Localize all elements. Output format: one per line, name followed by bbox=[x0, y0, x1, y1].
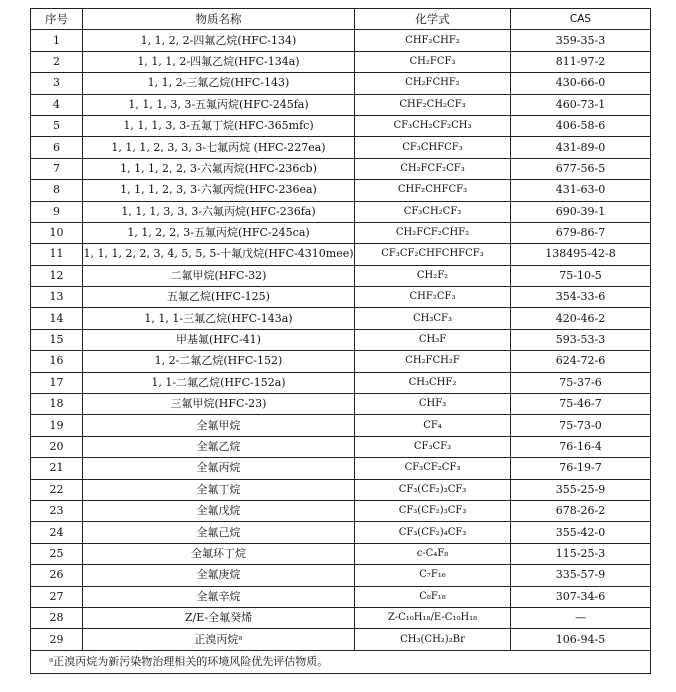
header-name: 物质名称 bbox=[83, 9, 355, 30]
cell-no: 21 bbox=[31, 458, 83, 479]
cell-name: 1, 1, 1, 2, 2, 3, 4, 5, 5, 5-十氟戊烷(HFC-4310mee) bbox=[83, 244, 355, 265]
cell-no: 4 bbox=[31, 94, 83, 115]
cell-no: 9 bbox=[31, 201, 83, 222]
cell-formula: CHF₂CH₂CF₃ bbox=[355, 94, 511, 115]
table-row bbox=[31, 372, 651, 393]
table-row bbox=[31, 329, 651, 350]
table-row bbox=[31, 543, 651, 564]
cell-formula: CF₄ bbox=[355, 415, 511, 436]
table-row bbox=[31, 51, 651, 72]
table-row bbox=[31, 522, 651, 543]
cell-cas: 75-73-0 bbox=[511, 415, 651, 436]
cell-cas: 335-57-9 bbox=[511, 565, 651, 586]
substance-table-container bbox=[30, 8, 650, 674]
cell-formula: CH₂FCF₃ bbox=[355, 51, 511, 72]
cell-cas: 359-35-3 bbox=[511, 30, 651, 51]
cell-name: 全氟丁烷 bbox=[83, 479, 355, 500]
cell-cas: 679-86-7 bbox=[511, 222, 651, 243]
cell-no: 28 bbox=[31, 607, 83, 628]
cell-name: 全氟己烷 bbox=[83, 522, 355, 543]
cell-cas: 75-37-6 bbox=[511, 372, 651, 393]
cell-cas: 354-33-6 bbox=[511, 287, 651, 308]
cell-name: 全氟庚烷 bbox=[83, 565, 355, 586]
cell-name: 1, 1, 1, 2, 2, 3-六氟丙烷(HFC-236cb) bbox=[83, 158, 355, 179]
cell-name: 1, 1, 1, 3, 3-五氟丙烷(HFC-245fa) bbox=[83, 94, 355, 115]
cell-cas: 811-97-2 bbox=[511, 51, 651, 72]
table-row bbox=[31, 94, 651, 115]
cell-name: 全氟戊烷 bbox=[83, 500, 355, 521]
cell-cas: 431-63-0 bbox=[511, 180, 651, 201]
cell-cas: 138495-42-8 bbox=[511, 244, 651, 265]
substance-table bbox=[30, 8, 651, 674]
cell-cas: 355-25-9 bbox=[511, 479, 651, 500]
table-row bbox=[31, 500, 651, 521]
cell-cas: 406-58-6 bbox=[511, 115, 651, 136]
cell-name: 正溴丙烷ᵃ bbox=[83, 629, 355, 650]
cell-name: 1, 1, 2, 2, 3-五氟丙烷(HFC-245ca) bbox=[83, 222, 355, 243]
table-row bbox=[31, 180, 651, 201]
cell-no: 8 bbox=[31, 180, 83, 201]
cell-formula: CHF₃ bbox=[355, 394, 511, 415]
cell-formula: CHF₂CF₃ bbox=[355, 287, 511, 308]
cell-no: 19 bbox=[31, 415, 83, 436]
cell-formula: CH₂FCH₂F bbox=[355, 351, 511, 372]
cell-name: 1, 1, 1, 3, 3-五氟丁烷(HFC-365mfc) bbox=[83, 115, 355, 136]
cell-name: 五氟乙烷(HFC-125) bbox=[83, 287, 355, 308]
cell-formula: C₈F₁₈ bbox=[355, 586, 511, 607]
cell-formula: CH₂FCF₂CF₃ bbox=[355, 158, 511, 179]
table-row bbox=[31, 607, 651, 628]
cell-name: 全氟辛烷 bbox=[83, 586, 355, 607]
cell-name: 1, 1, 1, 2, 3, 3-六氟丙烷(HFC-236ea) bbox=[83, 180, 355, 201]
cell-name: Z/E-全氟癸烯 bbox=[83, 607, 355, 628]
cell-cas: 115-25-3 bbox=[511, 543, 651, 564]
header-formula: 化学式 bbox=[355, 9, 511, 30]
cell-no: 1 bbox=[31, 30, 83, 51]
cell-no: 7 bbox=[31, 158, 83, 179]
table-row bbox=[31, 394, 651, 415]
cell-formula: c-C₄F₈ bbox=[355, 543, 511, 564]
cell-formula: CF₃CHFCF₃ bbox=[355, 137, 511, 158]
cell-name: 1, 1-二氟乙烷(HFC-152a) bbox=[83, 372, 355, 393]
table-row bbox=[31, 479, 651, 500]
table-header-row bbox=[31, 9, 651, 30]
cell-no: 16 bbox=[31, 351, 83, 372]
table-row bbox=[31, 30, 651, 51]
cell-formula: CH₂FCHF₂ bbox=[355, 73, 511, 94]
cell-formula: CH₃CHF₂ bbox=[355, 372, 511, 393]
cell-no: 14 bbox=[31, 308, 83, 329]
table-row bbox=[31, 158, 651, 179]
cell-formula: CH₃F bbox=[355, 329, 511, 350]
cell-no: 18 bbox=[31, 394, 83, 415]
cell-cas: 307-34-6 bbox=[511, 586, 651, 607]
cell-name: 1, 2-二氟乙烷(HFC-152) bbox=[83, 351, 355, 372]
cell-no: 29 bbox=[31, 629, 83, 650]
table-row bbox=[31, 222, 651, 243]
table-row bbox=[31, 308, 651, 329]
cell-no: 11 bbox=[31, 244, 83, 265]
cell-name: 1, 1, 1, 3, 3, 3-六氟丙烷(HFC-236fa) bbox=[83, 201, 355, 222]
cell-cas: 430-66-0 bbox=[511, 73, 651, 94]
cell-formula: CF₃CH₂CF₃ bbox=[355, 201, 511, 222]
cell-formula: CF₃(CF₂)₂CF₃ bbox=[355, 479, 511, 500]
cell-no: 5 bbox=[31, 115, 83, 136]
table-body bbox=[31, 30, 651, 650]
table-row bbox=[31, 586, 651, 607]
cell-cas: 677-56-5 bbox=[511, 158, 651, 179]
cell-cas: 420-46-2 bbox=[511, 308, 651, 329]
cell-cas: 106-94-5 bbox=[511, 629, 651, 650]
cell-name: 二氟甲烷(HFC-32) bbox=[83, 265, 355, 286]
cell-no: 27 bbox=[31, 586, 83, 607]
footnote: ᵃ正溴丙烷为新污染物治理相关的环境风险优先评估物质。 bbox=[31, 650, 651, 673]
cell-no: 3 bbox=[31, 73, 83, 94]
table-row bbox=[31, 201, 651, 222]
cell-name: 1, 1, 2, 2-四氟乙烷(HFC-134) bbox=[83, 30, 355, 51]
cell-cas: 75-46-7 bbox=[511, 394, 651, 415]
table-row bbox=[31, 287, 651, 308]
cell-name: 1, 1, 1, 2-四氟乙烷(HFC-134a) bbox=[83, 51, 355, 72]
cell-no: 25 bbox=[31, 543, 83, 564]
cell-formula: CF₃CF₂CF₃ bbox=[355, 458, 511, 479]
cell-no: 26 bbox=[31, 565, 83, 586]
cell-cas: 76-19-7 bbox=[511, 458, 651, 479]
cell-cas: 690-39-1 bbox=[511, 201, 651, 222]
table-row bbox=[31, 73, 651, 94]
footnote-row bbox=[31, 650, 651, 673]
cell-name: 全氟环丁烷 bbox=[83, 543, 355, 564]
cell-name: 1, 1, 1-三氟乙烷(HFC-143a) bbox=[83, 308, 355, 329]
cell-formula: CH₃(CH₂)₂Br bbox=[355, 629, 511, 650]
header-no: 序号 bbox=[31, 9, 83, 30]
table-row bbox=[31, 265, 651, 286]
cell-name: 甲基氟(HFC-41) bbox=[83, 329, 355, 350]
cell-formula: CH₂F₂ bbox=[355, 265, 511, 286]
table-row bbox=[31, 415, 651, 436]
cell-formula: CHF₂CHF₂ bbox=[355, 30, 511, 51]
table-row bbox=[31, 629, 651, 650]
cell-cas: — bbox=[511, 607, 651, 628]
header-cas: CAS bbox=[511, 9, 651, 30]
table-row bbox=[31, 244, 651, 265]
cell-cas: 76-16-4 bbox=[511, 436, 651, 457]
cell-no: 2 bbox=[31, 51, 83, 72]
cell-cas: 460-73-1 bbox=[511, 94, 651, 115]
cell-formula: CH₂FCF₂CHF₂ bbox=[355, 222, 511, 243]
cell-name: 全氟乙烷 bbox=[83, 436, 355, 457]
cell-no: 6 bbox=[31, 137, 83, 158]
cell-no: 10 bbox=[31, 222, 83, 243]
cell-formula: CF₃(CF₂)₄CF₃ bbox=[355, 522, 511, 543]
cell-formula: Z-C₁₀H₁₈/E-C₁₀H₁₈ bbox=[355, 607, 511, 628]
table-row bbox=[31, 458, 651, 479]
cell-formula: CF₃CF₂CHFCHFCF₃ bbox=[355, 244, 511, 265]
cell-cas: 678-26-2 bbox=[511, 500, 651, 521]
table-row bbox=[31, 115, 651, 136]
cell-no: 15 bbox=[31, 329, 83, 350]
cell-no: 20 bbox=[31, 436, 83, 457]
cell-cas: 593-53-3 bbox=[511, 329, 651, 350]
cell-formula: CF₃(CF₂)₃CF₃ bbox=[355, 500, 511, 521]
cell-cas: 75-10-5 bbox=[511, 265, 651, 286]
cell-no: 22 bbox=[31, 479, 83, 500]
cell-name: 全氟丙烷 bbox=[83, 458, 355, 479]
cell-no: 23 bbox=[31, 500, 83, 521]
cell-formula: C₇F₁₆ bbox=[355, 565, 511, 586]
cell-cas: 431-89-0 bbox=[511, 137, 651, 158]
cell-name: 全氟甲烷 bbox=[83, 415, 355, 436]
cell-formula: CF₃CF₃ bbox=[355, 436, 511, 457]
cell-formula: CH₃CF₃ bbox=[355, 308, 511, 329]
table-row bbox=[31, 137, 651, 158]
cell-no: 24 bbox=[31, 522, 83, 543]
cell-formula: CHF₂CHFCF₃ bbox=[355, 180, 511, 201]
cell-cas: 624-72-6 bbox=[511, 351, 651, 372]
cell-no: 12 bbox=[31, 265, 83, 286]
table-row bbox=[31, 436, 651, 457]
cell-cas: 355-42-0 bbox=[511, 522, 651, 543]
cell-no: 13 bbox=[31, 287, 83, 308]
cell-formula: CF₃CH₂CF₂CH₃ bbox=[355, 115, 511, 136]
table-row bbox=[31, 351, 651, 372]
cell-name: 1, 1, 1, 2, 3, 3, 3-七氟丙烷 (HFC-227ea) bbox=[83, 137, 355, 158]
cell-name: 1, 1, 2-三氟乙烷(HFC-143) bbox=[83, 73, 355, 94]
cell-name: 三氟甲烷(HFC-23) bbox=[83, 394, 355, 415]
cell-no: 17 bbox=[31, 372, 83, 393]
table-row bbox=[31, 565, 651, 586]
